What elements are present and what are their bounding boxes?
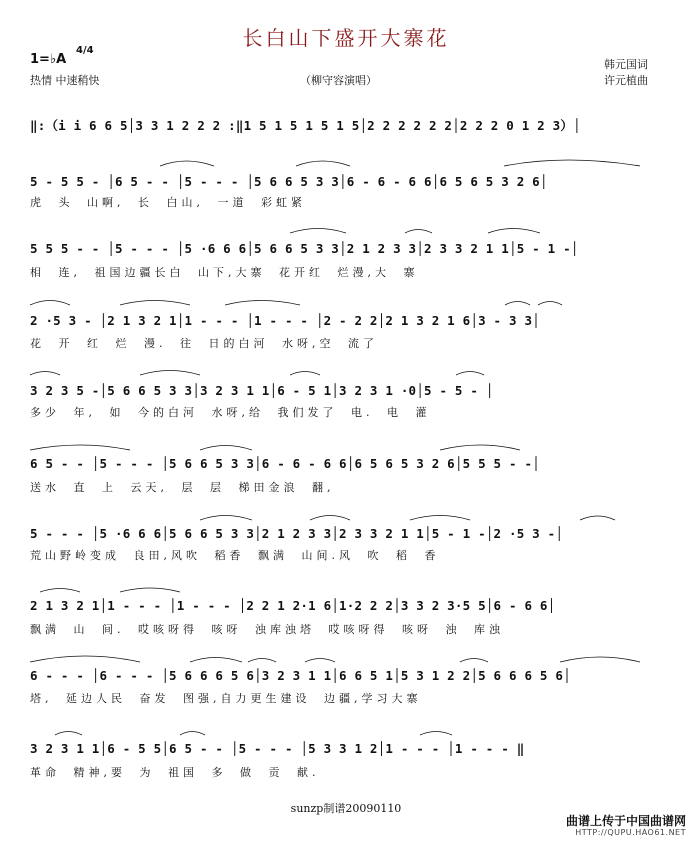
tempo-marking: 热情 中速稍快 bbox=[30, 74, 100, 87]
slur bbox=[140, 371, 200, 376]
slur bbox=[310, 516, 350, 521]
system-4-lyrics: 花 开 红 烂 漫. 往 日的白河 水呀,空 流了 bbox=[30, 337, 378, 350]
slur bbox=[580, 516, 615, 520]
song-title: 长白山下盛开大寨花 bbox=[242, 26, 450, 50]
slur bbox=[40, 589, 80, 593]
system-6-notes: 6 5 - - │5 - - - │5 6 6 5 3 3│6 - 6 - 6 6│6 5 6 5 3 2 6│5 5 5 - -│ bbox=[30, 456, 540, 471]
system-8-lyrics: 飘满 山 间. 哎咳呀得 咳呀 浊库浊塔 哎咳呀得 咳呀 浊 库浊 bbox=[30, 623, 504, 636]
system-1-notes: ‖:（i i 6 6 5│3 3 1 2 2 2 :‖1 5 1 5 1 5 1 5│2 2 2 2 2 2│2 2 2 0 1 2 3）│ bbox=[30, 118, 581, 133]
system-4-notes: 2 ·5 3 - │2 1 3 2 1│1 - - - │1 - - - │2 - 2 2│2 1 3 2 1 6│3 - 3 3│ bbox=[30, 313, 540, 328]
slur bbox=[225, 301, 300, 306]
slur bbox=[410, 516, 470, 521]
slur bbox=[200, 516, 252, 521]
slur bbox=[30, 372, 60, 376]
system-10-notes: 3 2 3 1 1│6 - 5 5│6 5 - - │5 - - - │5 3 3 1 2│1 - - - │1 - - - ‖ bbox=[30, 741, 525, 756]
slur bbox=[504, 160, 640, 166]
singer-credit: （柳守容演唱） bbox=[300, 74, 377, 87]
system-7-lyrics: 荒山野岭变成 良田,风吹 稻香 飘满 山间.风 吹 稻 香 bbox=[30, 549, 440, 562]
slur bbox=[405, 230, 432, 234]
watermark-text: 曲谱上传于中国曲谱网 bbox=[565, 814, 686, 828]
slur bbox=[55, 732, 82, 736]
system-7-notes: 5 - - - │5 ·6 6 6│5 6 6 5 3 3│2 1 2 3 3│2 3 3 2 1 1│5 - 1 -│2 ·5 3 -│ bbox=[30, 526, 564, 541]
slur bbox=[30, 656, 140, 662]
slur bbox=[488, 229, 540, 234]
slur bbox=[560, 657, 640, 662]
system-10-lyrics: 革命 精神,要 为 祖国 多 做 贡 献. bbox=[30, 766, 320, 779]
system-8-notes: 2 1 3 2 1│1 - - - │1 - - - │2 2 1 2·1 6│1·2 2 2│3 3 2 3·5 5│6 - 6 6│ bbox=[30, 598, 556, 613]
system-3-notes: 5 5 5 - - │5 - - - │5 ·6 6 6│5 6 6 5 3 3│2 1 2 3 3│2 3 3 2 1 1│5 - 1 -│ bbox=[30, 241, 579, 256]
time-signature-value: 4/4 bbox=[76, 45, 94, 56]
system-5-notes: 3 2 3 5 -│5 6 6 5 3 3│3 2 3 1 1│6 - 5 1│3 2 3 1 ·0│5 - 5 - │ bbox=[30, 383, 494, 398]
slur bbox=[30, 445, 130, 450]
system-2-lyrics: 虎 头 山啊, 长 白山, 一道 彩虹紧 bbox=[30, 196, 306, 209]
system-6-lyrics: 送水 直 上 云天, 层 层 梯田金浪 翻, bbox=[30, 481, 335, 494]
key-signature: 1=♭A bbox=[30, 52, 67, 67]
slur bbox=[160, 161, 214, 166]
slur bbox=[290, 229, 346, 234]
slur bbox=[456, 372, 484, 376]
transcriber-credit: sunzp制谱20090110 bbox=[290, 802, 402, 815]
system-2-notes: 5 - 5 5 - │6 5 - - │5 - - - │5 6 6 5 3 3│6 - 6 - 6 6│6 5 6 5 3 2 6│ bbox=[30, 174, 548, 189]
system-5-lyrics: 多少 年, 如 今的白河 水呀,给 我们发了 电. 电 灌 bbox=[30, 406, 431, 419]
slur bbox=[305, 659, 335, 663]
slur bbox=[190, 658, 242, 663]
lyricist-credit: 韩元国词 bbox=[604, 58, 648, 71]
slur bbox=[200, 446, 252, 451]
system-3-lyrics: 相 连, 祖国边疆长白 山下,大寨 花开红 烂漫,大 寨 bbox=[30, 266, 419, 279]
slur bbox=[440, 445, 520, 450]
system-9-notes: 6 - - - │6 - - - │5 6 6 6 5 6│3 2 3 1 1│6 6 5 1│5 3 1 2 2│5 6 6 6 5 6│ bbox=[30, 668, 571, 683]
slur bbox=[296, 161, 350, 166]
system-9-lyrics: 塔, 延边人民 奋发 图强,自力更生建设 边疆,学习大寨 bbox=[30, 692, 422, 705]
slur bbox=[538, 302, 562, 306]
watermark-url: HTTP://QUPU.HAO61.NET bbox=[575, 828, 686, 837]
slur bbox=[505, 302, 530, 306]
slur bbox=[30, 301, 70, 306]
slur bbox=[420, 732, 452, 736]
slur bbox=[120, 301, 190, 306]
slur bbox=[248, 659, 276, 663]
slur bbox=[460, 659, 488, 663]
composer-credit: 许元植曲 bbox=[604, 74, 648, 87]
slur bbox=[180, 732, 205, 736]
slur bbox=[120, 588, 180, 592]
slur bbox=[290, 372, 320, 376]
